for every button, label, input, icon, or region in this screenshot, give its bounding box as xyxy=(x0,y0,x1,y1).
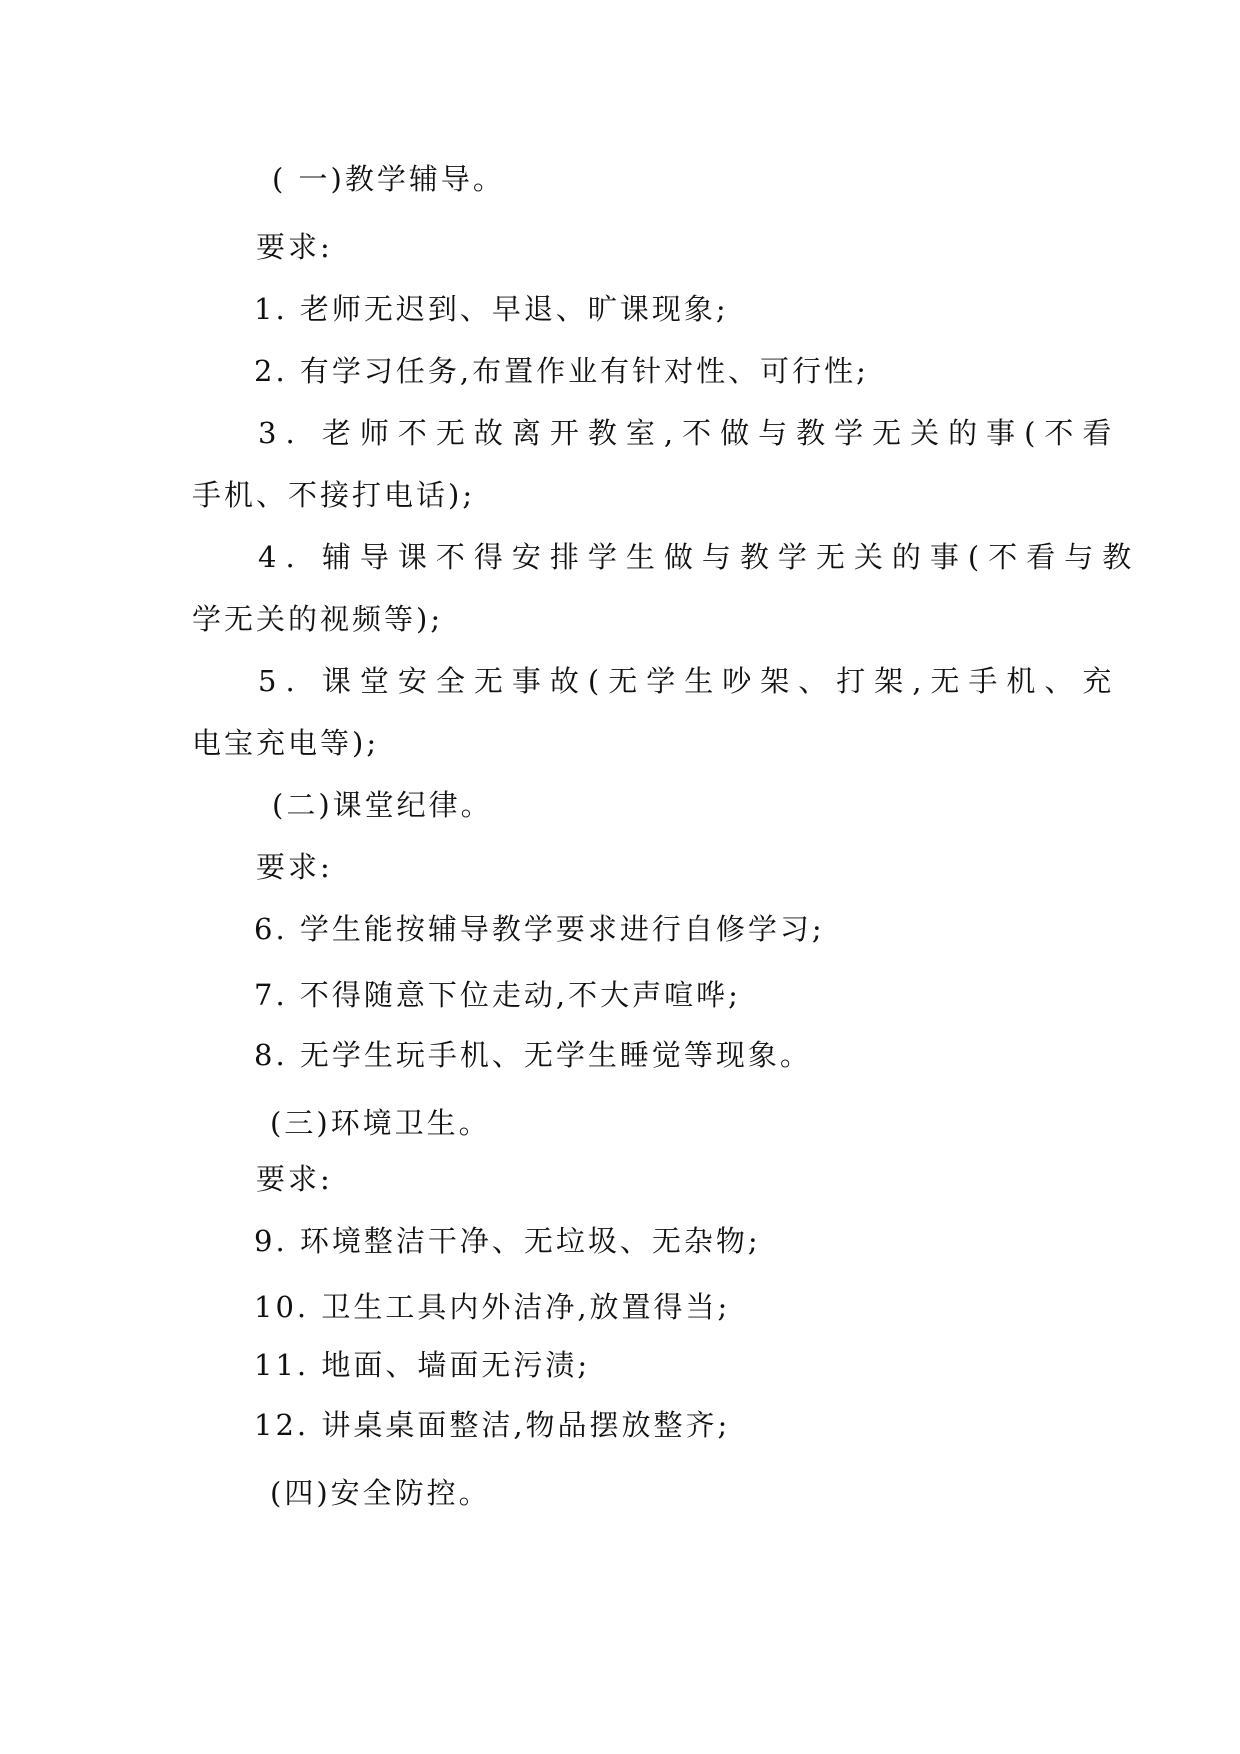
requirement-label-2: 要求: xyxy=(256,850,333,884)
list-item-4-cont: 学无关的视频等); xyxy=(192,602,444,636)
section-heading-3: (三)环境卫生。 xyxy=(270,1106,491,1140)
list-item-12: 12. 讲桌桌面整洁,物品摆放整齐; xyxy=(254,1408,731,1442)
list-item-7: 7. 不得随意下位走动,不大声喧哗; xyxy=(254,978,741,1012)
list-item-3-cont: 手机、不接打电话); xyxy=(192,478,476,512)
list-item-3: 3. 老师不无故离开教室,不做与教学无关的事(不看 xyxy=(258,416,1121,450)
list-item-11: 11. 地面、墙面无污渍; xyxy=(254,1348,591,1382)
list-item-1: 1. 老师无迟到、早退、旷课现象; xyxy=(254,292,729,326)
list-item-2: 2. 有学习任务,布置作业有针对性、可行性; xyxy=(254,354,869,388)
list-item-10: 10. 卫生工具内外洁净,放置得当; xyxy=(254,1290,731,1324)
list-item-8: 8. 无学生玩手机、无学生睡觉等现象。 xyxy=(254,1038,812,1072)
list-item-9: 9. 环境整洁干净、无垃圾、无杂物; xyxy=(254,1224,761,1258)
list-item-6: 6. 学生能按辅导教学要求进行自修学习; xyxy=(254,912,825,946)
section-heading-2: (二)课堂纪律。 xyxy=(272,788,493,822)
list-item-4: 4. 辅导课不得安排学生做与教学无关的事(不看与教 xyxy=(258,540,1141,574)
list-item-5: 5. 课堂安全无事故(无学生吵架、打架,无手机、充 xyxy=(258,664,1121,698)
section-heading-1: ( 一)教学辅导。 xyxy=(272,162,505,196)
section-heading-4: (四)安全防控。 xyxy=(270,1476,491,1510)
list-item-5-cont: 电宝充电等); xyxy=(192,726,380,760)
requirement-label-1: 要求: xyxy=(256,230,333,264)
requirement-label-3: 要求: xyxy=(256,1162,333,1196)
